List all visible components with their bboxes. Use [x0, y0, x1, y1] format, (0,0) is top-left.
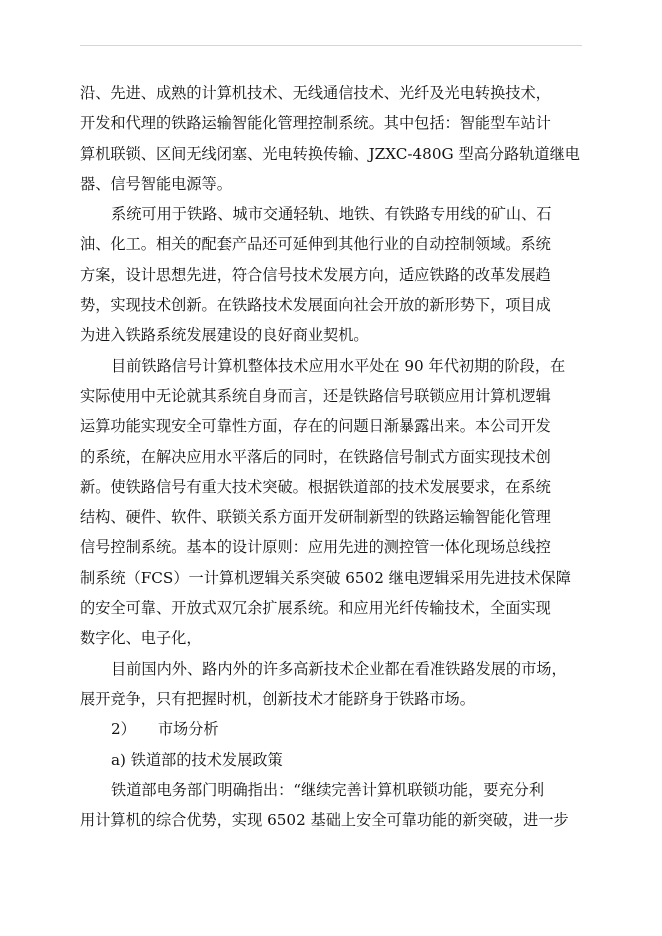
text-line: 展开竞争，只有把握时机，创新技术才能跻身于铁路市场。	[80, 689, 475, 708]
text-line: 新。使铁路信号有重大技术突破。根据铁道部的技术发展要求，在系统	[80, 477, 551, 496]
text-line: 运算功能实现安全可靠性方面，存在的问题日渐暴露出来。本公司开发	[80, 417, 551, 436]
paragraph-first-line: 铁道部电务部门明确指出：“继续完善计算机联锁功能，要充分利	[111, 780, 545, 799]
text-line: 器、信号智能电源等。	[80, 174, 232, 193]
section-title: 市场分析	[157, 720, 219, 739]
text-line: 开发和代理的铁路运输智能化管理控制系统。其中包括：智能型车站计	[80, 114, 551, 133]
text-line: 势，实现技术创新。在铁路技术发展面向社会开放的新形势下，项目成	[80, 296, 551, 315]
page-header-rule	[80, 45, 582, 46]
text-line: 为进入铁路系统发展建设的良好商业契机。	[80, 326, 369, 345]
paragraph-first-line: 系统可用于铁路、城市交通轻轨、地铁、有铁路专用线的矿山、石	[111, 205, 552, 224]
text-line: 沿、先进、成熟的计算机技术、无线通信技术、光纤及光电转换技术，	[80, 84, 551, 102]
document-body	[80, 78, 582, 835]
text-line: 的系统，在解决应用水平落后的同时，在铁路信号制式方面实现技术创	[80, 447, 551, 466]
section-number: 2）	[111, 720, 136, 739]
text-line: 的安全可靠、开放式双冗余扩展系统。和应用光纤传输技术，全面实现	[80, 599, 551, 618]
paragraph-first-line: 目前国内外、路内外的许多高新技术企业都在看准铁路发展的市场，	[111, 659, 567, 678]
text-line: 算机联锁、区间无线闭塞、光电转换传输、JZXC-480G 型高分路轨道继电	[80, 144, 580, 163]
subsection-heading: a) 铁道部的技术发展政策	[111, 750, 283, 769]
text-line: 油、化工。相关的配套产品还可延伸到其他行业的自动控制领域。系统	[80, 235, 551, 254]
text-line: 信号控制系统。基本的设计原则：应用先进的测控管一体化现场总线控	[80, 538, 551, 557]
text-line: 方案，设计思想先进，符合信号技术发展方向，适应铁路的改革发展趋	[80, 265, 551, 284]
text-line: 实际使用中无论就其系统自身而言，还是铁路信号联锁应用计算机逻辑	[80, 386, 551, 405]
text-line: 结构、硬件、软件、联锁关系方面开发研制新型的铁路运输智能化管理	[80, 508, 551, 527]
text-line: 数字化、电子化，	[80, 629, 202, 648]
paragraph-first-line: 目前铁路信号计算机整体技术应用水平处在 90 年代初期的阶段，在	[111, 356, 566, 375]
section-heading	[80, 714, 582, 744]
text-line: 制系统（FCS）一计算机逻辑关系突破 6502 继电逻辑采用先进技术保障	[80, 568, 571, 587]
text-line: 用计算机的综合优势，实现 6502 基础上安全可靠功能的新突破，进一步	[80, 811, 569, 830]
